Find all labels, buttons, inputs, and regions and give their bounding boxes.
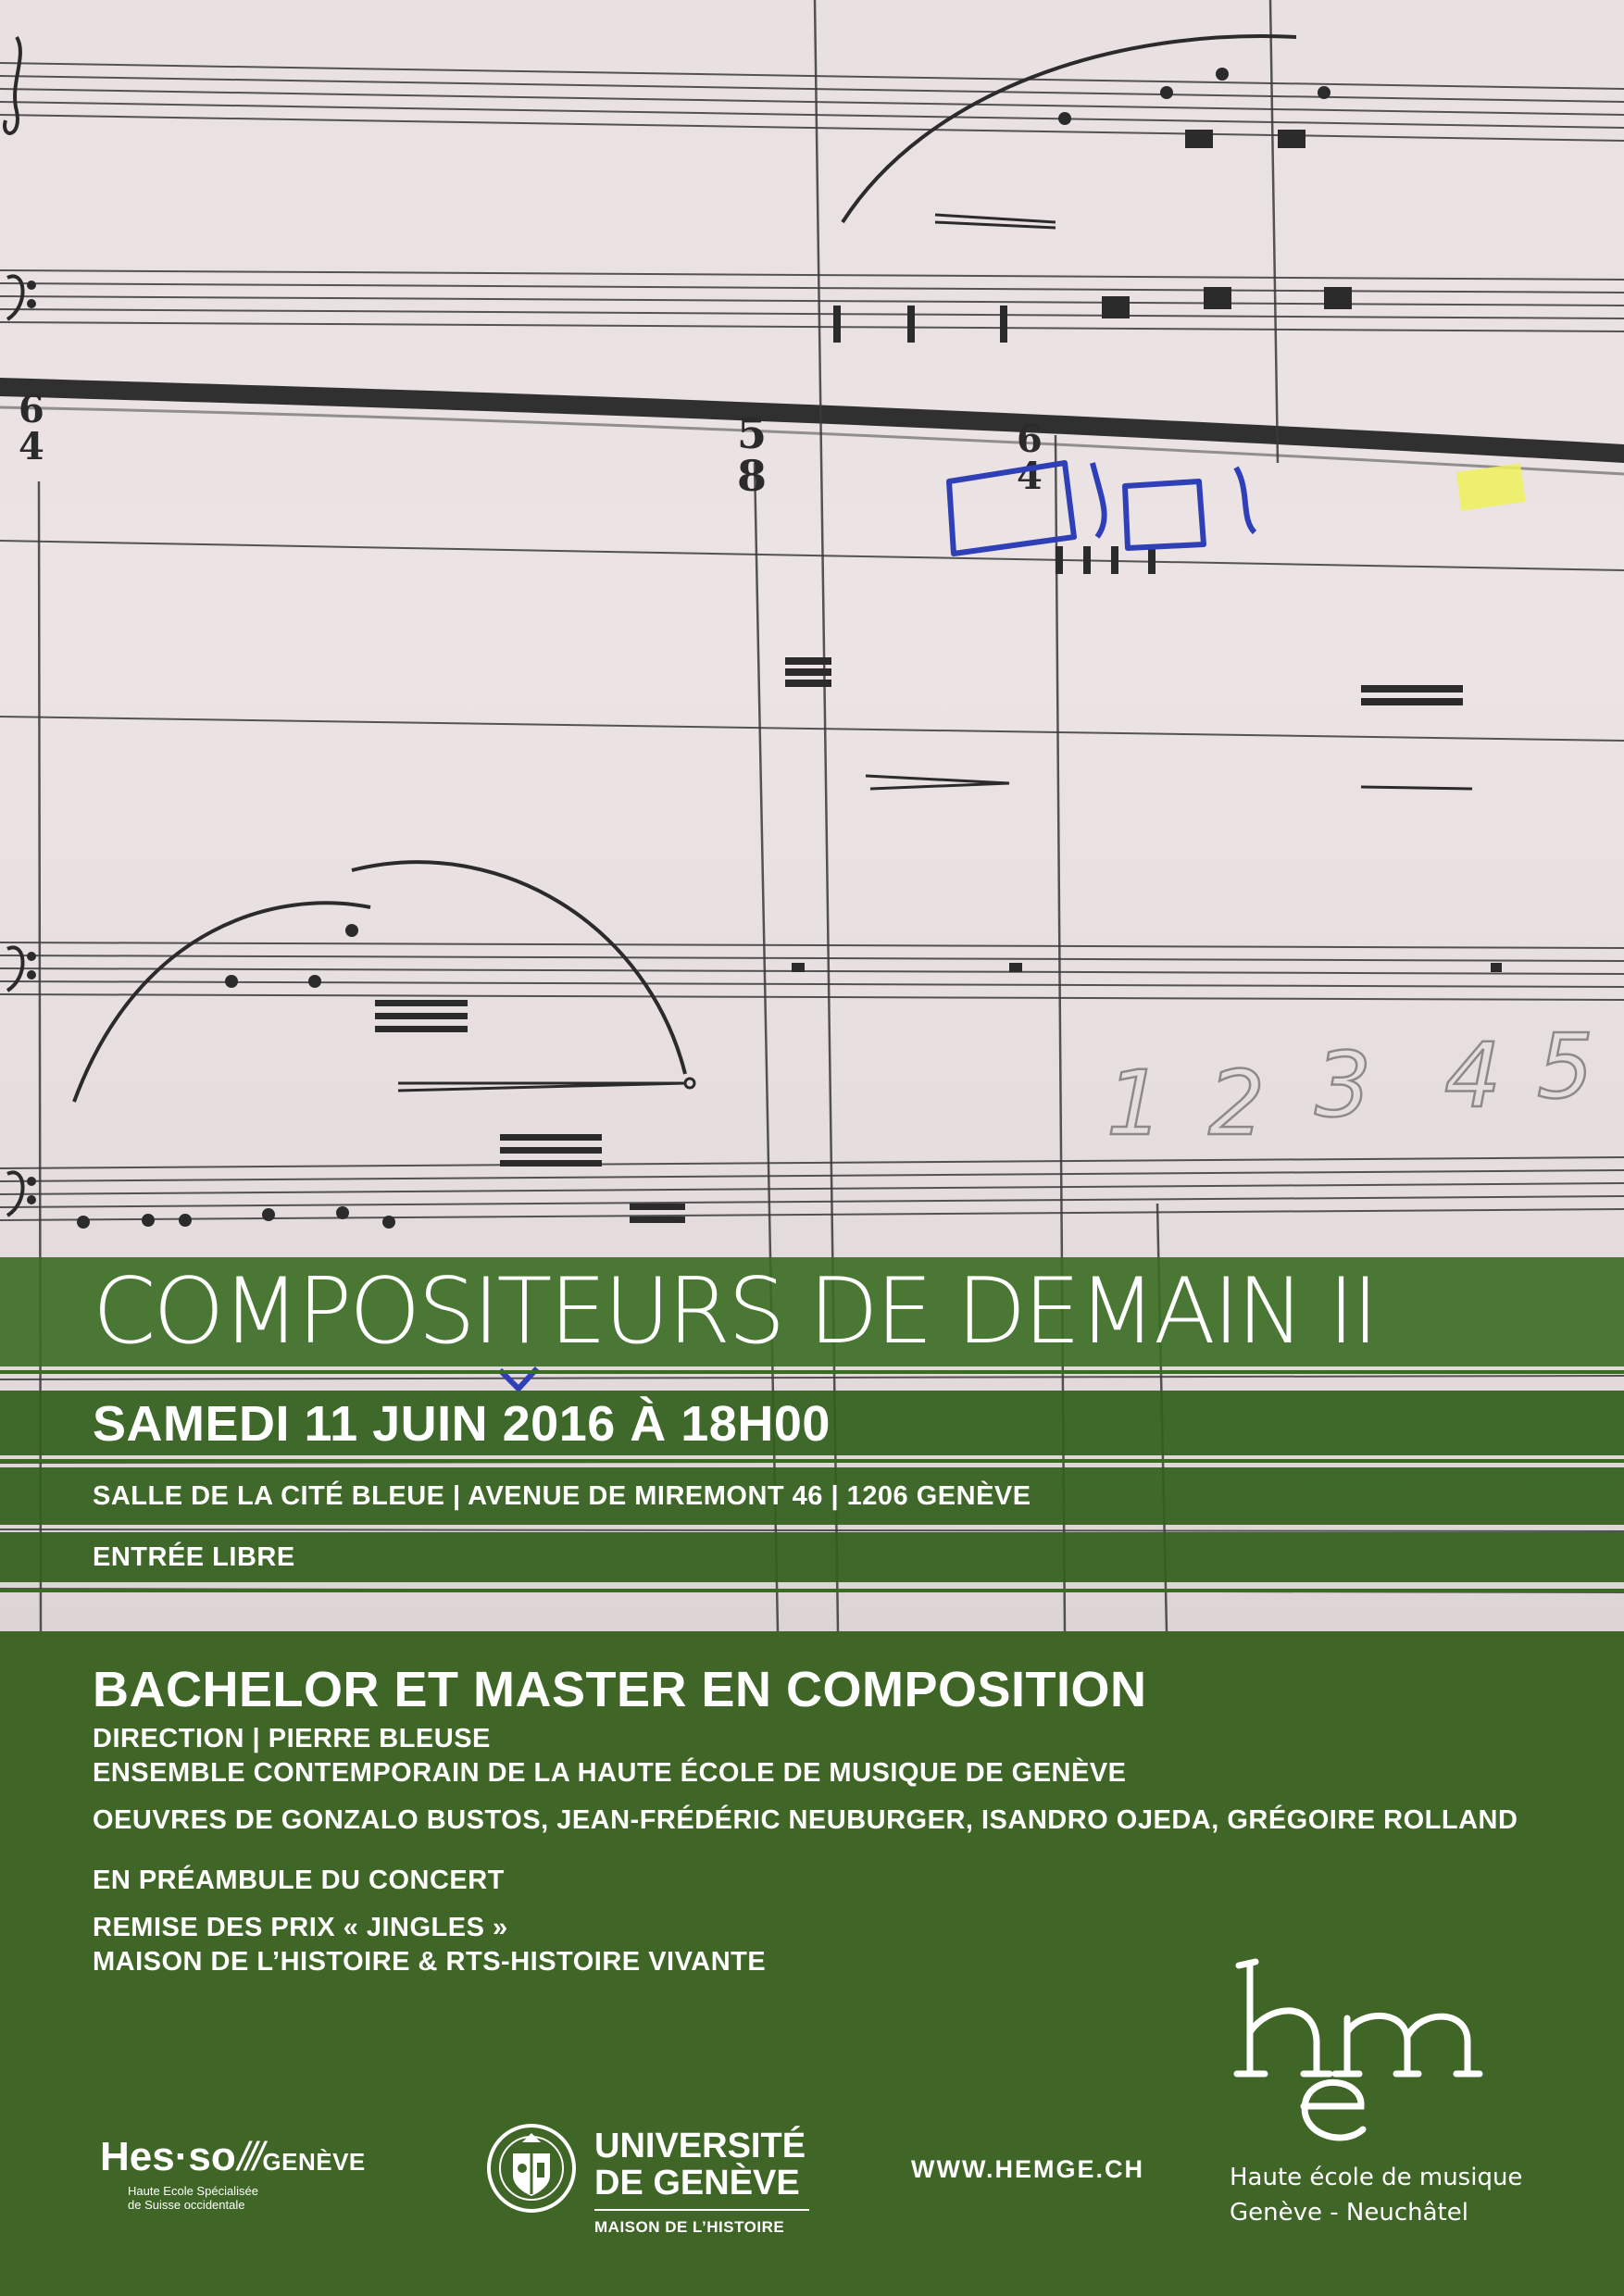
hem-caption-line2: Genève - Neuchâtel xyxy=(1230,2199,1468,2227)
unige-line1: UNIVERSITÉ xyxy=(594,2127,806,2165)
preamble-line: EN PRÉAMBULE DU CONCERT xyxy=(93,1866,505,1895)
highlighter-mark xyxy=(1456,463,1526,510)
university-seal-icon xyxy=(485,2122,578,2215)
hes-so-logo xyxy=(100,2135,396,2218)
works-line: OEUVRES DE GONZALO BUSTOS, JEAN-FRÉDÉRIC NEUBURGER, ISANDRO OJEDA, GRÉGOIRE ROLLAND xyxy=(93,1805,1518,1835)
svg-text:8: 8 xyxy=(737,451,768,501)
hem-caption-line1: Haute école de musique xyxy=(1230,2164,1523,2191)
hes-so-subtitle-2: de Suisse occidentale xyxy=(128,2198,245,2212)
svg-text:4: 4 xyxy=(1017,455,1043,498)
svg-text:5: 5 xyxy=(737,408,768,458)
direction-line: DIRECTION | PIERRE BLEUSE xyxy=(93,1724,491,1753)
page-fold xyxy=(0,378,1624,463)
hem-monogram-icon xyxy=(1222,1958,1537,2162)
hes-so-name: Hes·so xyxy=(100,2134,236,2179)
divider-line xyxy=(0,1459,1624,1463)
event-venue: SALLE DE LA CITÉ BLEUE | AVENUE DE MIREMONT 46 | 1206 GENÈVE xyxy=(93,1481,1031,1511)
program-details xyxy=(93,1657,1518,1979)
handwritten-number: 1 xyxy=(1106,1052,1164,1155)
svg-text:4: 4 xyxy=(19,425,44,468)
event-date-time: SAMEDI 11 JUIN 2016 À 18H00 xyxy=(93,1396,831,1452)
notes xyxy=(77,68,1502,1229)
unige-divider xyxy=(594,2209,809,2211)
slashes-icon: /// xyxy=(237,2134,261,2179)
entry-info: ENTRÉE LIBRE xyxy=(93,1542,295,1572)
blue-pen-marks xyxy=(500,463,1255,1389)
handwritten-number: 3 xyxy=(1315,1033,1372,1137)
divider-line xyxy=(0,1589,1624,1592)
handwritten-number: 4 xyxy=(1444,1024,1502,1128)
hem-logo xyxy=(1222,1958,1537,2236)
handwritten-number: 2 xyxy=(1208,1052,1266,1155)
svg-text:6: 6 xyxy=(1017,418,1043,461)
unige-subtitle: MAISON DE L’HISTOIRE xyxy=(594,2218,785,2236)
svg-text:6: 6 xyxy=(19,388,44,431)
unige-name xyxy=(594,2128,806,2202)
unige-line2: DE GENÈVE xyxy=(594,2164,800,2202)
website-url: WWW.HEMGE.CH xyxy=(911,2155,1144,2183)
hes-so-city: GENÈVE xyxy=(262,2148,366,2176)
handwritten-numbers xyxy=(1106,1015,1593,1155)
partners-line: MAISON DE L’HISTOIRE & RTS-HISTOIRE VIVANTE xyxy=(93,1947,767,1977)
program-heading: BACHELOR ET MASTER EN COMPOSITION xyxy=(93,1662,1147,1717)
unige-logo xyxy=(485,2120,818,2250)
prize-line: REMISE DES PRIX « JINGLES » xyxy=(93,1913,508,1942)
poster-title: COMPOSITEURS DE DEMAIN II xyxy=(93,1259,1377,1365)
divider-line xyxy=(0,1370,1624,1374)
handwritten-number: 5 xyxy=(1537,1015,1594,1118)
ensemble-line: ENSEMBLE CONTEMPORAIN DE LA HAUTE ÉCOLE DE MUSIQUE DE GENÈVE xyxy=(93,1758,1127,1788)
hem-caption xyxy=(1230,2160,1522,2230)
hes-so-subtitle-1: Haute Ecole Spécialisée xyxy=(128,2184,258,2198)
clefs xyxy=(5,37,34,1216)
